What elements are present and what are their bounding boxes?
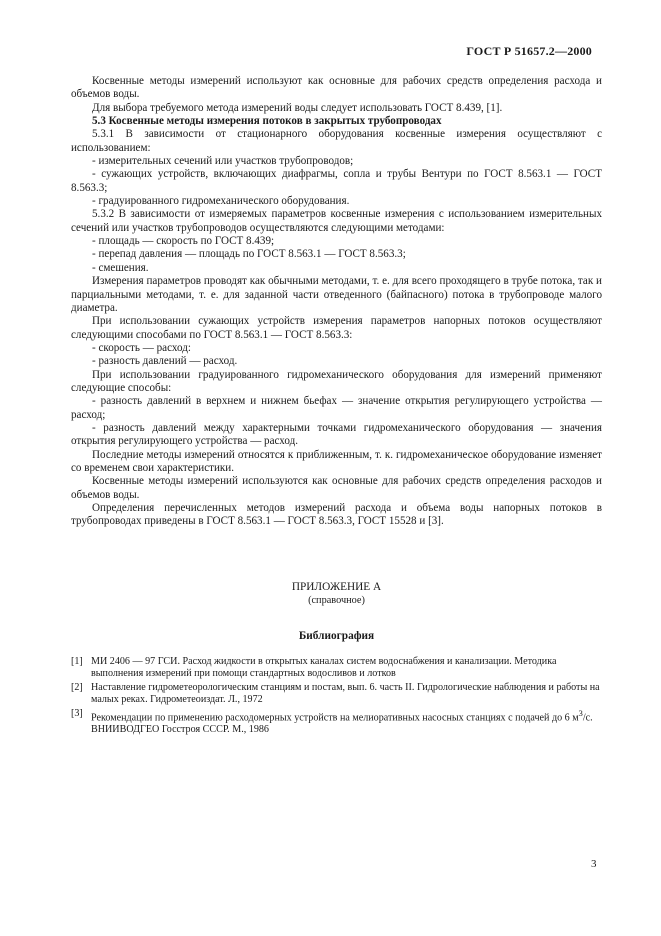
paragraph: Косвенные методы измерений используют как основные для рабочих средств определения расхода и объемов воды. xyxy=(71,75,602,101)
document-header-code: ГОСТ Р 51657.2—2000 xyxy=(466,44,592,58)
list-item: - площадь — скорость по ГОСТ 8.439; xyxy=(92,235,275,248)
paragraph: При использовании градуированного гидромеханического оборудования для измерений применяют следующие способы: xyxy=(71,368,602,394)
list-item: - измерительных сечений или участков трубопроводов; xyxy=(92,155,354,168)
bibliography-number: [3] xyxy=(71,708,83,719)
list-item: - сужающих устройств, включающих диафрагмы, сопла и трубы Вентури по ГОСТ 8.563.1 — ГОСТ 8.563.3; xyxy=(71,168,602,194)
bibliography-entry xyxy=(71,656,602,680)
bibliography-title: Библиография xyxy=(298,630,375,642)
list-item: - перепад давления — площадь по ГОСТ 8.563.1 — ГОСТ 8.563.3; xyxy=(92,248,406,261)
paragraph: Для выбора требуемого метода измерений воды следует использовать ГОСТ 8.439, [1]. xyxy=(92,101,503,114)
paragraph-5-3-2: 5.3.2 В зависимости от измеряемых параметров косвенные измерения с использованием измерительных сечений или участков трубопроводов осуществляются следующими методами: xyxy=(71,208,602,234)
bibliography-number: [2] xyxy=(71,682,83,693)
paragraph: Косвенные методы измерений используются как основные для рабочих средств определения расходов и объемов воды. xyxy=(71,475,602,501)
bibliography-text-part: /с. ВНИИВОДГЕО Госстроя СССР. М., 1986 xyxy=(91,712,593,736)
paragraph-5-3-1: 5.3.1 В зависимости от стационарного оборудования косвенные измерения осуществляют с использованием: xyxy=(71,128,602,154)
list-item: - разность давлений — расход. xyxy=(92,355,238,368)
main-text xyxy=(71,75,602,529)
bibliography-entry xyxy=(71,682,602,706)
bibliography-text-part: Рекомендации по применению расходомерных устройств на мелиоративных насосных станциях с подачей до 6 м xyxy=(91,712,579,724)
paragraph: При использовании сужающих устройств измерения параметров напорных потоков осуществляют следующими способами по ГОСТ 8.563.1 — ГОСТ 8.563.3: xyxy=(71,315,602,341)
paragraph: Последние методы измерений относятся к приближенным, т. к. гидромеханическое оборудование изменяет со временем свои характеристики. xyxy=(71,448,602,474)
list-item: - разность давлений в верхнем и нижнем бьефах — значение открытия регулирующего устройства — расход; xyxy=(71,395,602,421)
appendix-title: ПРИЛОЖЕНИЕ А xyxy=(291,581,382,593)
bibliography-text: Наставление гидрометеорологическим станциям и постам, вып. 6. часть II. Гидрологические наблюдения и работы на малых реках. Гидрометеоиздат. Л., 1972 xyxy=(91,682,600,705)
superscript-exponent: 3 xyxy=(578,709,583,718)
list-item: - скорость — расход: xyxy=(92,341,191,354)
paragraph: Измерения параметров проводят как обычными методами, т. е. для всего проходящего в трубе потока, так и парциальными методами, т. е. для заданной части отведенного (байпасного) потока в трубопроводе малого диаметра. xyxy=(71,275,602,314)
list-item: - смешения. xyxy=(92,261,149,274)
section-heading-5-3: 5.3 Косвенные методы измерения потоков в закрытых трубопроводах xyxy=(92,115,442,128)
bibliography-entry xyxy=(71,708,602,736)
bibliography-list xyxy=(71,656,602,738)
bibliography-number: [1] xyxy=(71,656,83,667)
list-item: - градуированного гидромеханического оборудования. xyxy=(92,195,350,208)
appendix-subtitle: (справочное) xyxy=(308,595,365,606)
list-item: - разность давлений между характерными точками гидромеханического оборудования — значения открытия регулирующего устройства — расход. xyxy=(71,421,602,448)
paragraph: Определения перечисленных методов измерений расхода и объема воды напорных потоков в трубопроводах приведены в ГОСТ 8.563.1 — ГОСТ 8.563.3, ГОСТ 15528 и [3]. xyxy=(71,502,602,528)
appendix-heading xyxy=(71,581,602,607)
bibliography-text: МИ 2406 — 97 ГСИ. Расход жидкости в открытых каналах систем водоснабжения и канализации. Методика выполнения измерений при помощи стандартных водосливов и лотков xyxy=(91,656,557,679)
page-number: 3 xyxy=(591,858,597,870)
bibliography-text xyxy=(91,708,602,736)
